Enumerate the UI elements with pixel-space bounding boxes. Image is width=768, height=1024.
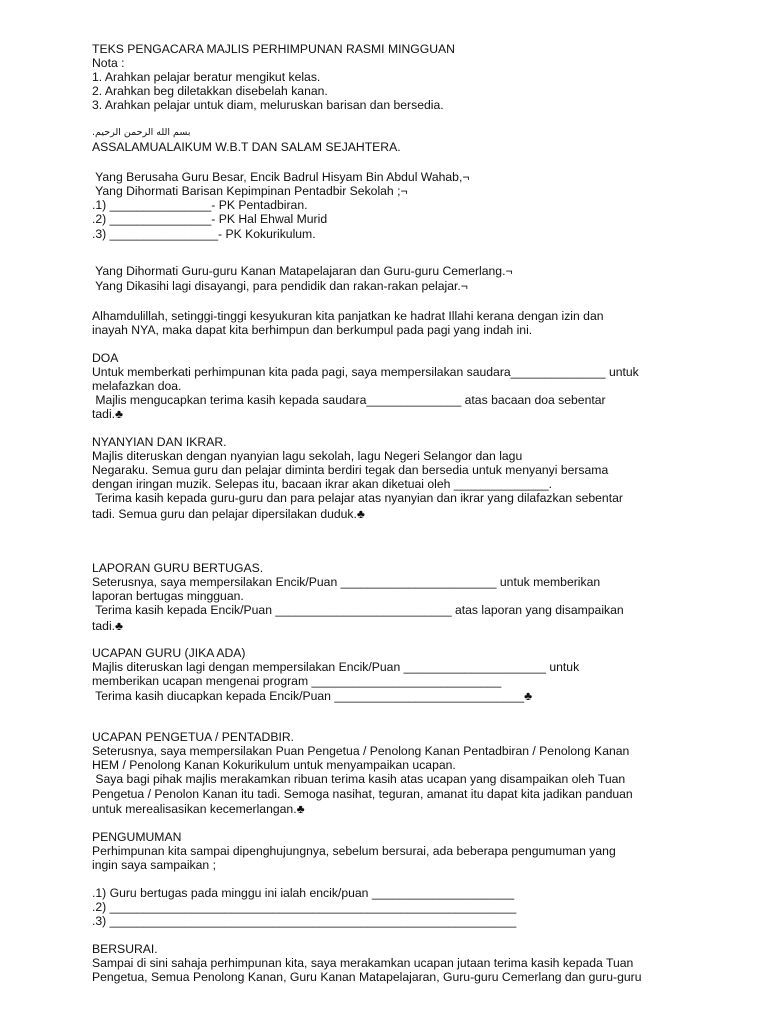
pk-list-item: .2) _______________- PK Hal Ehwal Murid [92,212,328,226]
bersurai-heading: BERSURAI. [92,942,158,956]
nyanyian-line: Terima kasih kepada guru-guru dan para pelajar atas nyanyian dan ikrar yang dilafazkan sebentar [92,491,623,505]
greeting-line: Yang Dikasihi lagi disayangi, para pendidik dan rakan-rakan pelajar.¬ [92,279,468,293]
nota-item: 2. Arahkan beg diletakkan disebelah kanan. [92,84,328,98]
pengumuman-item: .2) ____________________________________________________________ [92,900,517,914]
pk-list-item: .3) ________________- PK Kokurikulum. [92,227,316,241]
ucapan-pengetua-line: Seterusnya, saya mempersilakan Puan Pengetua / Penolong Kanan Pentadbiran / Penolong Kanan [92,744,630,758]
doa-line: Majlis mengucapkan terima kasih kepada saudara______________ atas bacaan doa sebentar [92,393,606,407]
doa-line: tadi.♣ [92,407,124,421]
pengumuman-line: Perhimpunan kita sampai dipenghujungnya, sebelum bersurai, ada beberapa pengumuman yang [92,844,616,858]
greeting-line: Yang Berusaha Guru Besar, Encik Badrul Hisyam Bin Abdul Wahab,¬ [92,170,470,184]
ucapan-pengetua-line: Pengetua / Penolon Kanan itu tadi. Semoga nasihat, teguran, amanat itu dapat kita jadikan panduan [92,787,633,801]
nota-item: 1. Arahkan pelajar beratur mengikut kelas. [92,70,321,84]
nyanyian-line: Majlis diteruskan dengan nyanyian lagu sekolah, lagu Negeri Selangor dan lagu [92,449,523,463]
ucapan-guru-heading: UCAPAN GURU (JIKA ADA) [92,646,246,660]
document-title: TEKS PENGACARA MAJLIS PERHIMPUNAN RASMI MINGGUAN [92,42,455,56]
nyanyian-heading: NYANYIAN DAN IKRAR. [92,435,227,449]
bismillah-text: بسم الله الرحمن الرحيم. [92,127,191,138]
salam-line: ASSALAMUALAIKUM W.B.T DAN SALAM SEJAHTERA. [92,140,401,154]
alhamdulillah-line: inayah NYA, maka dapat kita berhimpun dan berkumpul pada pagi yang indah ini. [92,323,533,337]
laporan-line: laporan bertugas mingguan. [92,589,244,603]
pengumuman-item: .1) Guru bertugas pada minggu ini ialah encik/puan _____________________ [92,886,515,900]
nota-heading: Nota : [92,56,125,70]
laporan-line: Seterusnya, saya mempersilakan Encik/Puan _______________________ untuk memberikan [92,575,601,589]
ucapan-pengetua-line: Saya bagi pihak majlis merakamkan ribuan terima kasih atas ucapan yang disampaikan oleh Tuan [92,772,626,786]
doa-line: melafazkan doa. [92,379,182,393]
nyanyian-line: tadi. Semua guru dan pelajar dipersilakan duduk.♣ [92,507,365,521]
ucapan-guru-line: Majlis diteruskan lagi dengan mempersilakan Encik/Puan _____________________ untuk [92,660,580,674]
ucapan-guru-line: Terima kasih diucapkan kepada Encik/Puan ____________________________♣ [92,689,533,703]
doa-heading: DOA [92,351,119,365]
bersurai-line: Pengetua, Semua Penolong Kanan, Guru Kanan Matapelajaran, Guru-guru Cemerlang dan guru-guru [92,970,642,984]
bersurai-line: Sampai di sini sahaja perhimpunan kita, saya merakamkan ucapan jutaan terima kasih kepada Tuan [92,956,634,970]
pengumuman-heading: PENGUMUMAN [92,830,182,844]
ucapan-pengetua-heading: UCAPAN PENGETUA / PENTADBIR. [92,730,295,744]
pengumuman-line: ingin saya sampaikan ; [92,858,216,872]
nyanyian-line: Negaraku. Semua guru dan pelajar diminta berdiri tegak dan bersedia untuk menyanyi bersama [92,463,609,477]
greeting-line: Yang Dihormati Guru-guru Kanan Matapelajaran dan Guru-guru Cemerlang.¬ [92,264,513,278]
ucapan-guru-line: memberikan ucapan mengenai program ____________________________ [92,674,502,688]
ucapan-pengetua-line: HEM / Penolong Kanan Kokurikulum untuk menyampaikan ucapan. [92,758,456,772]
nyanyian-line: dengan iringan muzik. Selepas itu, bacaan ikrar akan diketuai oleh ______________. [92,477,553,491]
pk-list-item: .1) _______________- PK Pentadbiran. [92,198,308,212]
alhamdulillah-line: Alhamdulillah, setinggi-tinggi kesyukuran kita panjatkan ke hadrat Illahi kerana dengan izin dan [92,309,604,323]
greeting-line: Yang Dihormati Barisan Kepimpinan Pentadbir Sekolah ;¬ [92,184,408,198]
pengumuman-item: .3) ____________________________________________________________ [92,914,517,928]
doa-line: Untuk memberkati perhimpunan kita pada pagi, saya mempersilakan saudara______________ untuk [92,365,639,379]
nota-item: 3. Arahkan pelajar untuk diam, meluruskan barisan dan bersedia. [92,98,444,112]
ucapan-pengetua-line: untuk merealisasikan kecemerlangan.♣ [92,802,305,816]
laporan-heading: LAPORAN GURU BERTUGAS. [92,561,264,575]
laporan-line: Terima kasih kepada Encik/Puan __________________________ atas laporan yang disampaikan [92,603,624,617]
laporan-line: tadi.♣ [92,619,124,633]
